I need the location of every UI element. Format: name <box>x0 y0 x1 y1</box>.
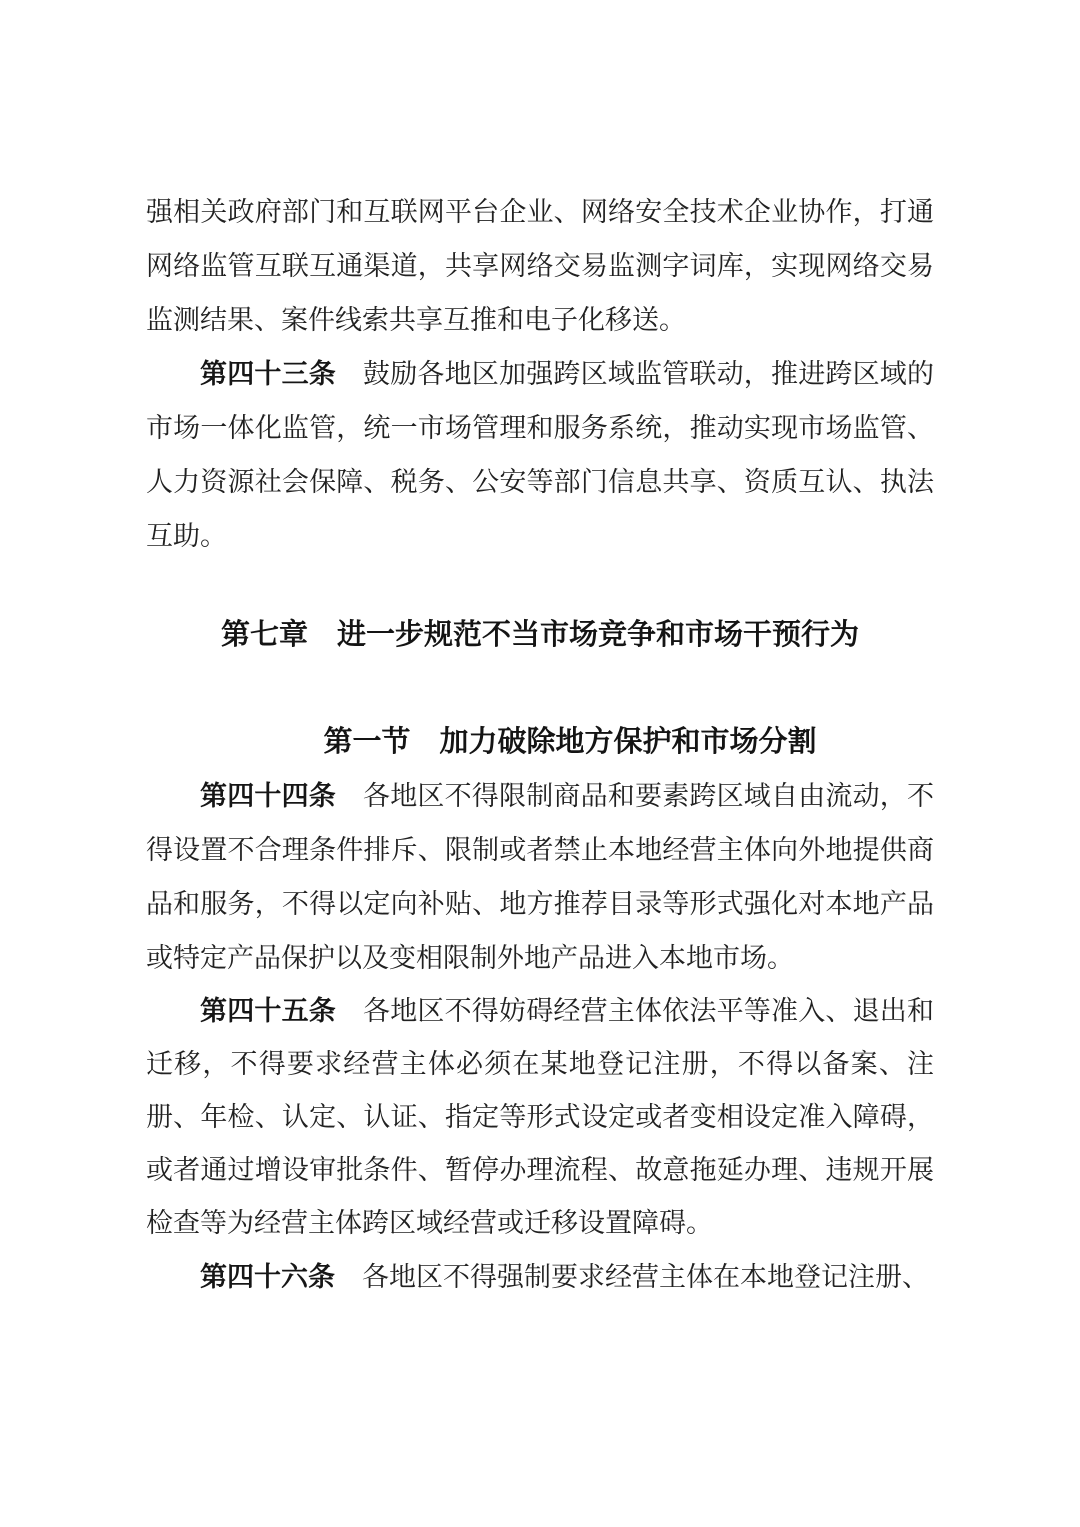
article-45-number: 第四十五条 <box>200 996 336 1026</box>
article-46-paragraph <box>146 1250 934 1304</box>
section-heading: 第一节 加力破除地方保护和市场分割 <box>323 726 817 758</box>
article-43-text: 鼓励各地区加强跨区域监管联动，推进跨区域的市场一体化监管，统一市场管理和服务系统，推动实现市场监管、人力资源社会保障、税务、公安等部门信息共享、资质互认、执法互助。 <box>146 359 934 551</box>
article-44-paragraph <box>146 769 934 985</box>
article-43-paragraph <box>146 347 934 563</box>
paragraph-continuation: 强相关政府部门和互联网平台企业、网络安全技术企业协作，打通网络监管互联互通渠道，共享网络交易监测字词库，实现网络交易监测结果、案件线索共享互推和电子化移送。 <box>146 197 934 335</box>
chapter-heading: 第七章 进一步规范不当市场竞争和市场干预行为 <box>220 619 859 651</box>
article-45-text: 各地区不得妨碍经营主体依法平等准入、退出和迁移，不得要求经营主体必须在某地登记注册，不得以备案、注册、年检、认定、认证、指定等形式设定或者变相设定准入障碍，或者通过增设审批条件、暂停办理流程、故意拖延办理、违规开展检查等为经营主体跨区域经营或迁移设置障碍。 <box>146 996 934 1238</box>
page-content <box>146 185 934 1304</box>
article-46-number: 第四十六条 <box>200 1262 335 1292</box>
article-44-text: 各地区不得限制商品和要素跨区域自由流动，不得设置不合理条件排斥、限制或者禁止本地经营主体向外地提供商品和服务，不得以定向补贴、地方推荐目录等形式强化对本地产品或特定产品保护以及变相限制外地产品进入本地市场。 <box>146 781 934 973</box>
article-44-number: 第四十四条 <box>200 781 336 811</box>
article-43-number: 第四十三条 <box>200 359 336 389</box>
article-46-text: 各地区不得强制要求经营主体在本地登记注册、 <box>362 1262 929 1292</box>
article-45-paragraph <box>146 985 934 1250</box>
